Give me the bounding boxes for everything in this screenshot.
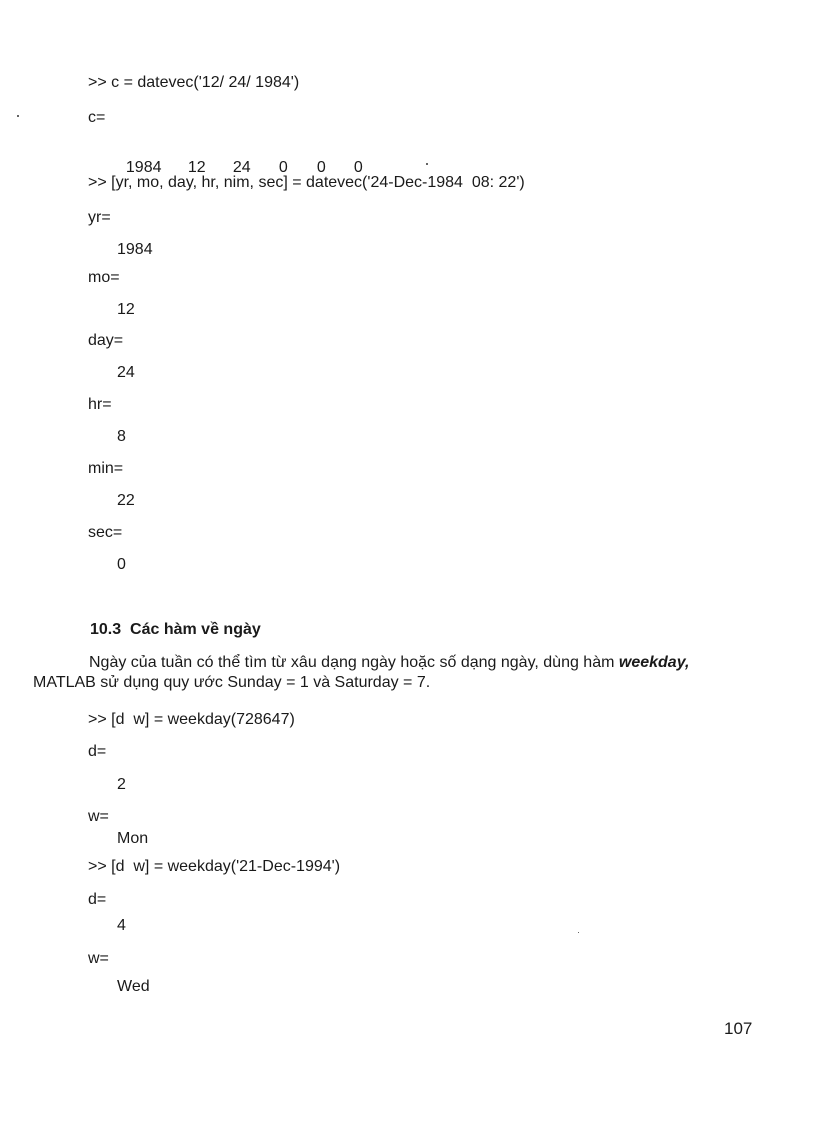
section-heading: 10.3 Các hàm về ngày xyxy=(90,621,261,638)
c-value: 0 xyxy=(278,159,288,176)
output-var-value: 1984 xyxy=(117,241,153,258)
output-var-value: Mon xyxy=(117,830,149,847)
paragraph-text: Ngày của tuần có thể tìm từ xâu dạng ngày hoặc số dạng ngày, dùng hàm xyxy=(89,654,619,671)
output-var-value: 8 xyxy=(117,428,126,445)
output-var-value: 2 xyxy=(117,776,126,793)
output-var-name: min= xyxy=(88,460,124,477)
output-var-name: w= xyxy=(88,950,109,967)
output-var-name: day= xyxy=(88,332,124,349)
output-var-value: 24 xyxy=(117,364,135,381)
output-var-c: c= xyxy=(88,109,106,126)
code-command-weekday-string: >> [d w] = weekday('21-Dec-1994') xyxy=(88,858,341,875)
output-var-name: w= xyxy=(88,808,109,825)
output-var-value: 4 xyxy=(117,917,126,934)
c-value: 1984 xyxy=(125,159,162,176)
output-c-values xyxy=(117,138,363,178)
output-var-value: Wed xyxy=(117,978,150,995)
code-command-weekday-number: >> [d w] = weekday(728647) xyxy=(88,711,295,728)
output-var-name: yr= xyxy=(88,209,111,226)
paragraph-line-2: MATLAB sử dụng quy ước Sunday = 1 và Saturday = 7. xyxy=(33,674,431,691)
output-var-name: d= xyxy=(88,891,107,908)
section-paragraph xyxy=(33,653,753,693)
c-value: 12 xyxy=(187,159,206,176)
output-var-name: hr= xyxy=(88,396,112,413)
code-command-datevec-split: >> [yr, mo, day, hr, nim, sec] = datevec('24-Dec-1984 08: 22') xyxy=(88,174,525,191)
output-var-name: sec= xyxy=(88,524,123,541)
output-var-name: d= xyxy=(88,743,107,760)
scan-speck xyxy=(17,115,19,117)
output-var-value: 22 xyxy=(117,492,135,509)
output-var-value: 12 xyxy=(117,301,135,318)
c-value: 24 xyxy=(232,159,251,176)
output-var-value: 0 xyxy=(117,556,126,573)
paragraph-line-1 xyxy=(33,653,753,673)
keyword-weekday: weekday, xyxy=(618,654,690,671)
scan-speck xyxy=(578,932,579,933)
c-value: 0 xyxy=(353,159,363,176)
output-var-name: mo= xyxy=(88,269,120,286)
code-command-datevec: >> c = datevec('12/ 24/ 1984') xyxy=(88,74,300,91)
c-value: 0 xyxy=(316,159,326,176)
scan-speck xyxy=(426,163,428,165)
page-number: 107 xyxy=(724,1019,753,1038)
